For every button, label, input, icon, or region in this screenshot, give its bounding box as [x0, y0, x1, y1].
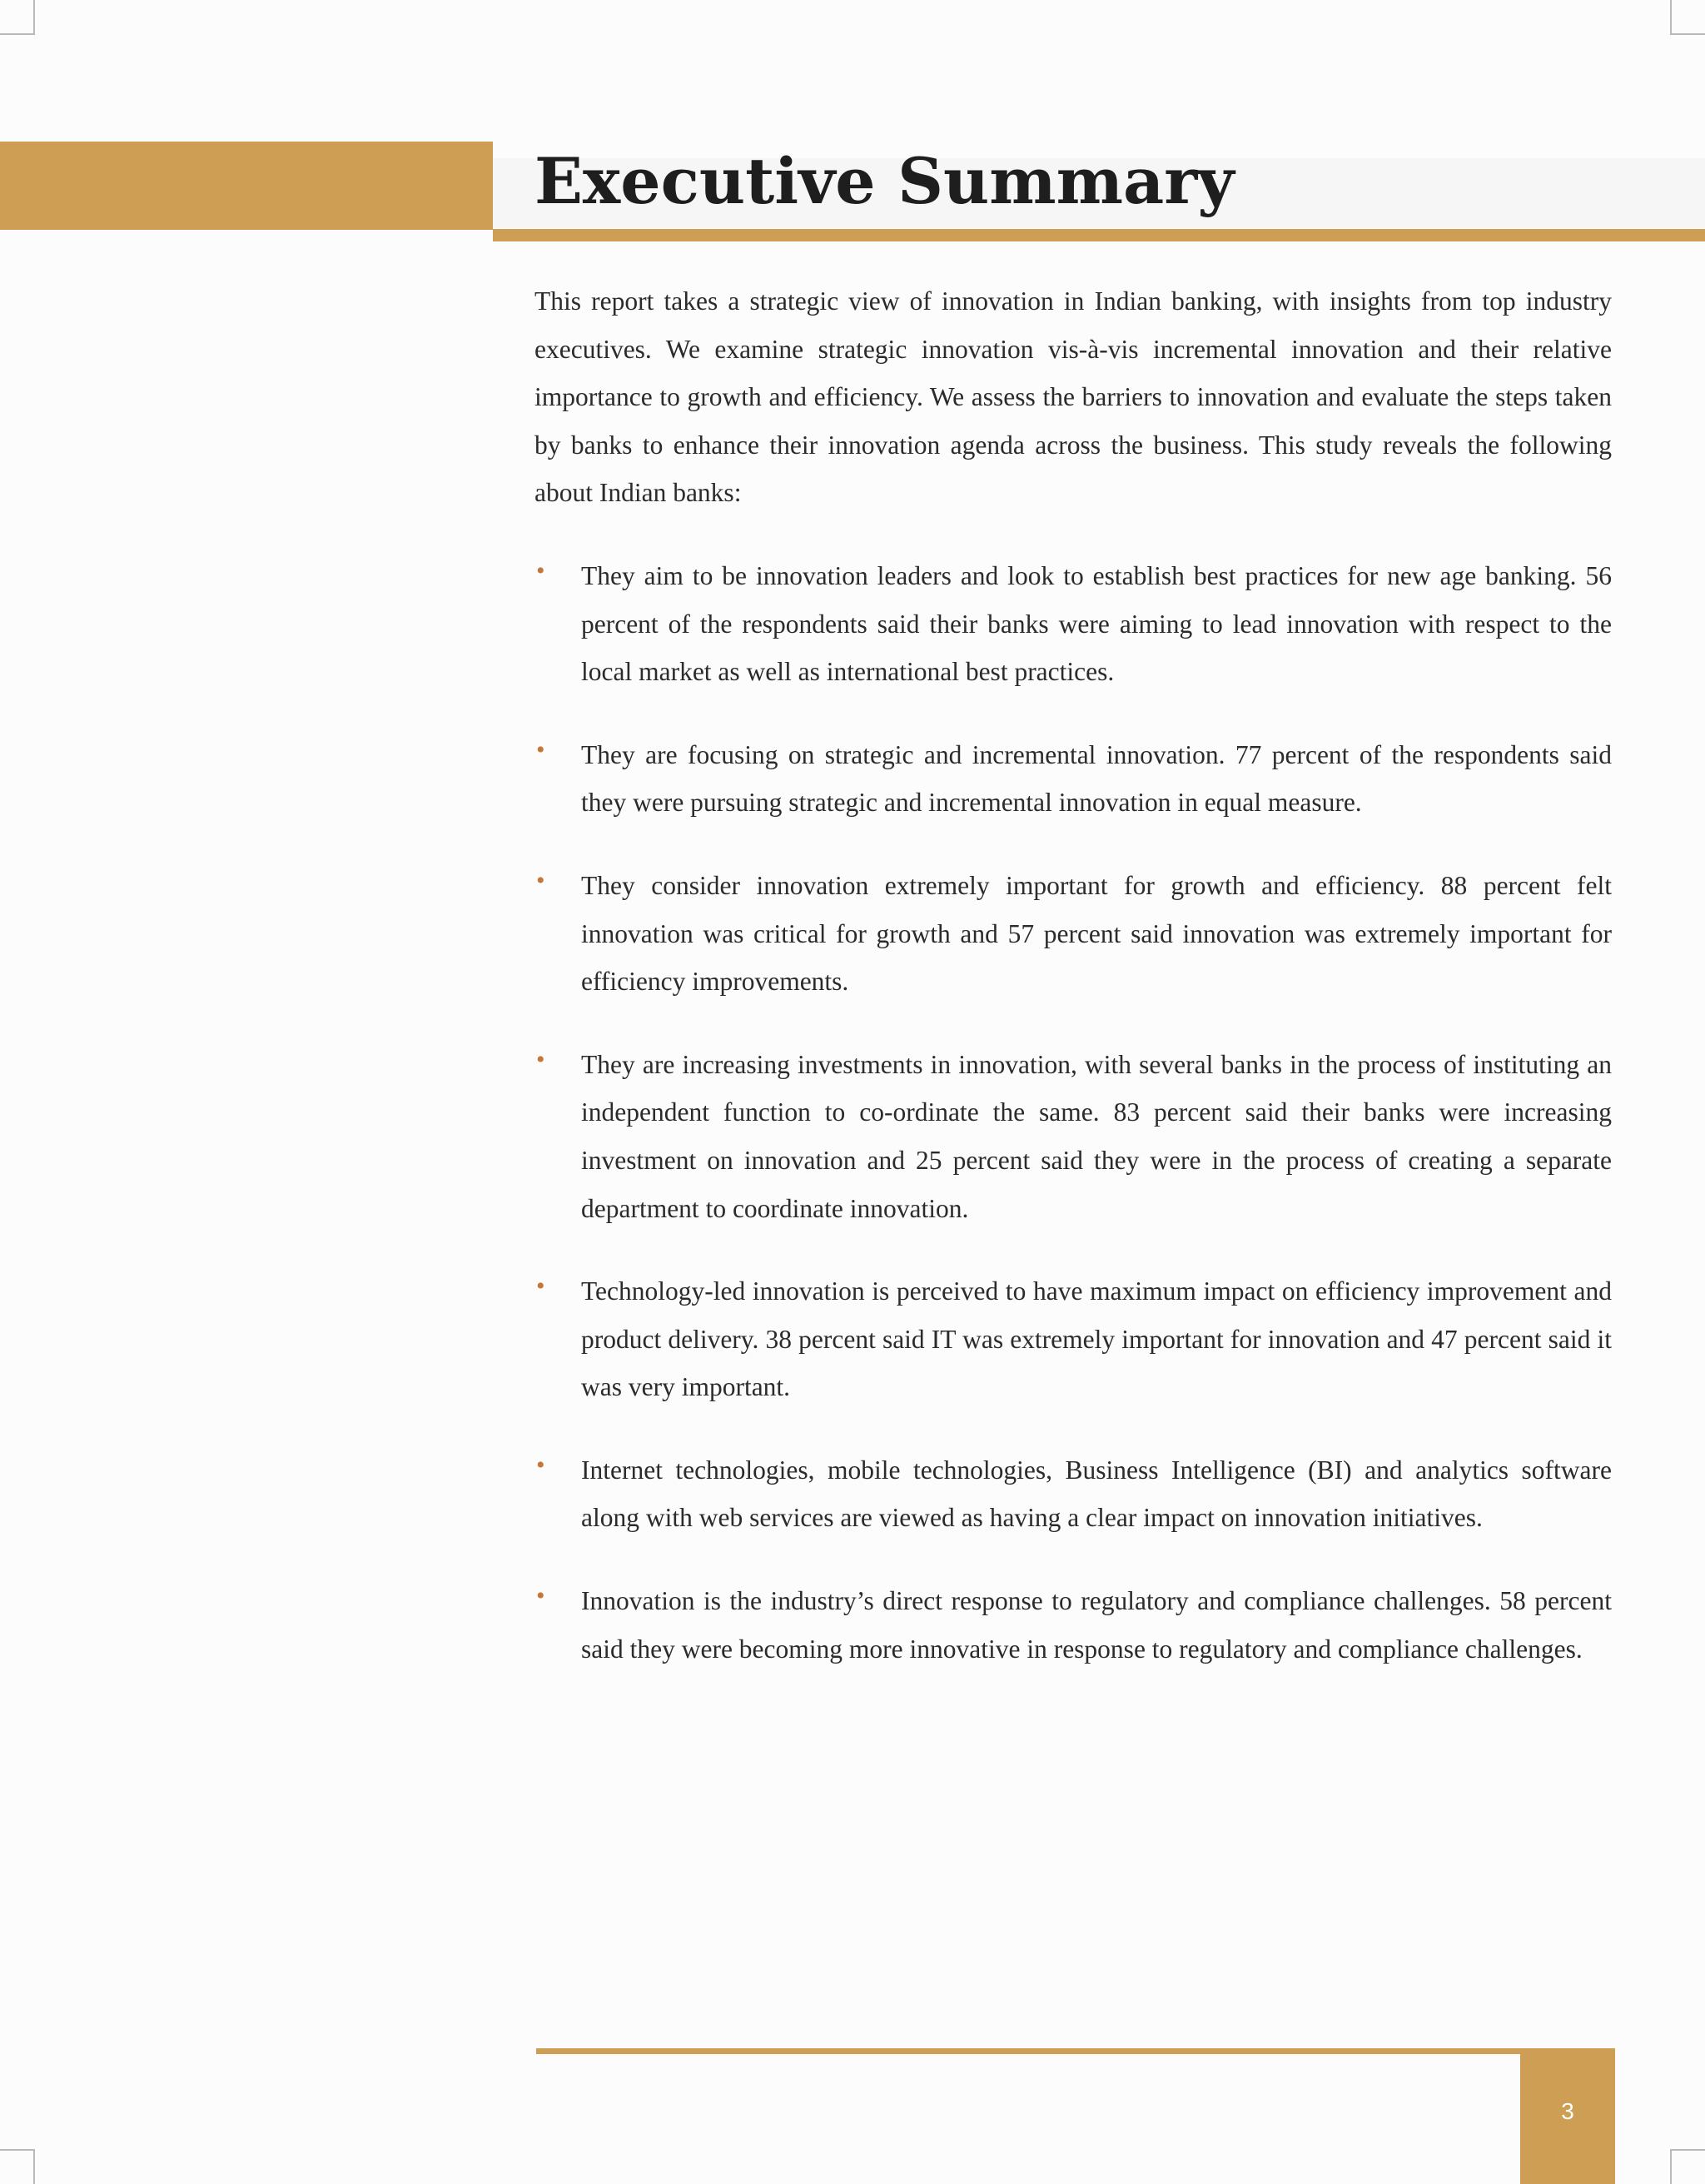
crop-mark-top-right-v — [1670, 0, 1672, 35]
title-accent-bar — [0, 142, 493, 230]
finding-text: Innovation is the industry’s direct response to regulatory and compliance challenges. 58 percent said they were becoming more innovative in response to regulatory and compliance challenges. — [581, 1586, 1612, 1664]
finding-text: They aim to be innovation leaders and look to establish best practices for new age banking. 56 percent of the respondents said their banks were aiming to lead innovation with respect to the local market as well as international best practices. — [581, 560, 1612, 687]
bullet-icon: • — [536, 1450, 545, 1479]
bullet-icon: • — [536, 1272, 545, 1301]
bullet-icon: • — [536, 735, 545, 764]
page-number: 3 — [1561, 2098, 1574, 2124]
finding-text: They are focusing on strategic and incremental innovation. 77 percent of the respondents said they were pursuing strategic and incremental innovation in equal measure. — [581, 739, 1612, 818]
finding-text: Technology-led innovation is perceived to have maximum impact on efficiency improvement and product delivery. 38 percent said IT was extremely important for innovation and 47 percent said it was very important. — [581, 1276, 1612, 1402]
finding-item — [534, 731, 1612, 827]
crop-mark-bottom-right-h — [1670, 2149, 1705, 2151]
crop-mark-top-right-h — [1670, 33, 1705, 35]
page-title: Executive Summary — [534, 144, 1235, 218]
finding-text: They consider innovation extremely important for growth and efficiency. 88 percent felt innovation was critical for growth and 57 percent said innovation was extremely important for efficiency improvements. — [581, 870, 1612, 997]
bullet-icon: • — [536, 556, 545, 585]
finding-item — [534, 1446, 1612, 1542]
title-underline-rule — [493, 229, 1705, 241]
intro-paragraph: This report takes a strategic view of innovation in Indian banking, with insights from top industry executives. We examine strategic innovation vis-à-vis incremental innovation and their relative importance to growth and efficiency. We assess the barriers to innovation and evaluate the steps taken by banks to enhance their innovation agenda across the business. This study reveals the following about Indian banks: — [534, 286, 1612, 508]
finding-item — [534, 1267, 1612, 1411]
findings-list — [534, 552, 1612, 1673]
finding-item — [534, 552, 1612, 696]
finding-item — [534, 862, 1612, 1006]
crop-mark-top-left-v — [33, 0, 35, 35]
finding-item — [534, 1041, 1612, 1232]
bullet-icon: • — [536, 1045, 545, 1073]
crop-mark-bottom-left-v — [33, 2149, 35, 2184]
crop-mark-top-left-h — [0, 33, 35, 35]
page-number-box — [1520, 2048, 1615, 2184]
crop-mark-bottom-left-h — [0, 2149, 35, 2151]
crop-mark-bottom-right-v — [1670, 2149, 1672, 2184]
finding-text: Internet technologies, mobile technologies, Business Intelligence (BI) and analytics software along with web services are viewed as having a clear impact on innovation initiatives. — [581, 1455, 1612, 1533]
bullet-icon: • — [536, 1582, 545, 1610]
finding-item — [534, 1577, 1612, 1673]
main-content — [534, 277, 1612, 1708]
finding-text: They are increasing investments in innovation, with several banks in the process of instituting an independent function to co-ordinate the same. 83 percent said their banks were increasing investment on innovation and 25 percent said they were in the process of creating a separate department to coordinate innovation. — [581, 1049, 1612, 1223]
bullet-icon: • — [536, 866, 545, 894]
footer-rule — [536, 2048, 1520, 2054]
